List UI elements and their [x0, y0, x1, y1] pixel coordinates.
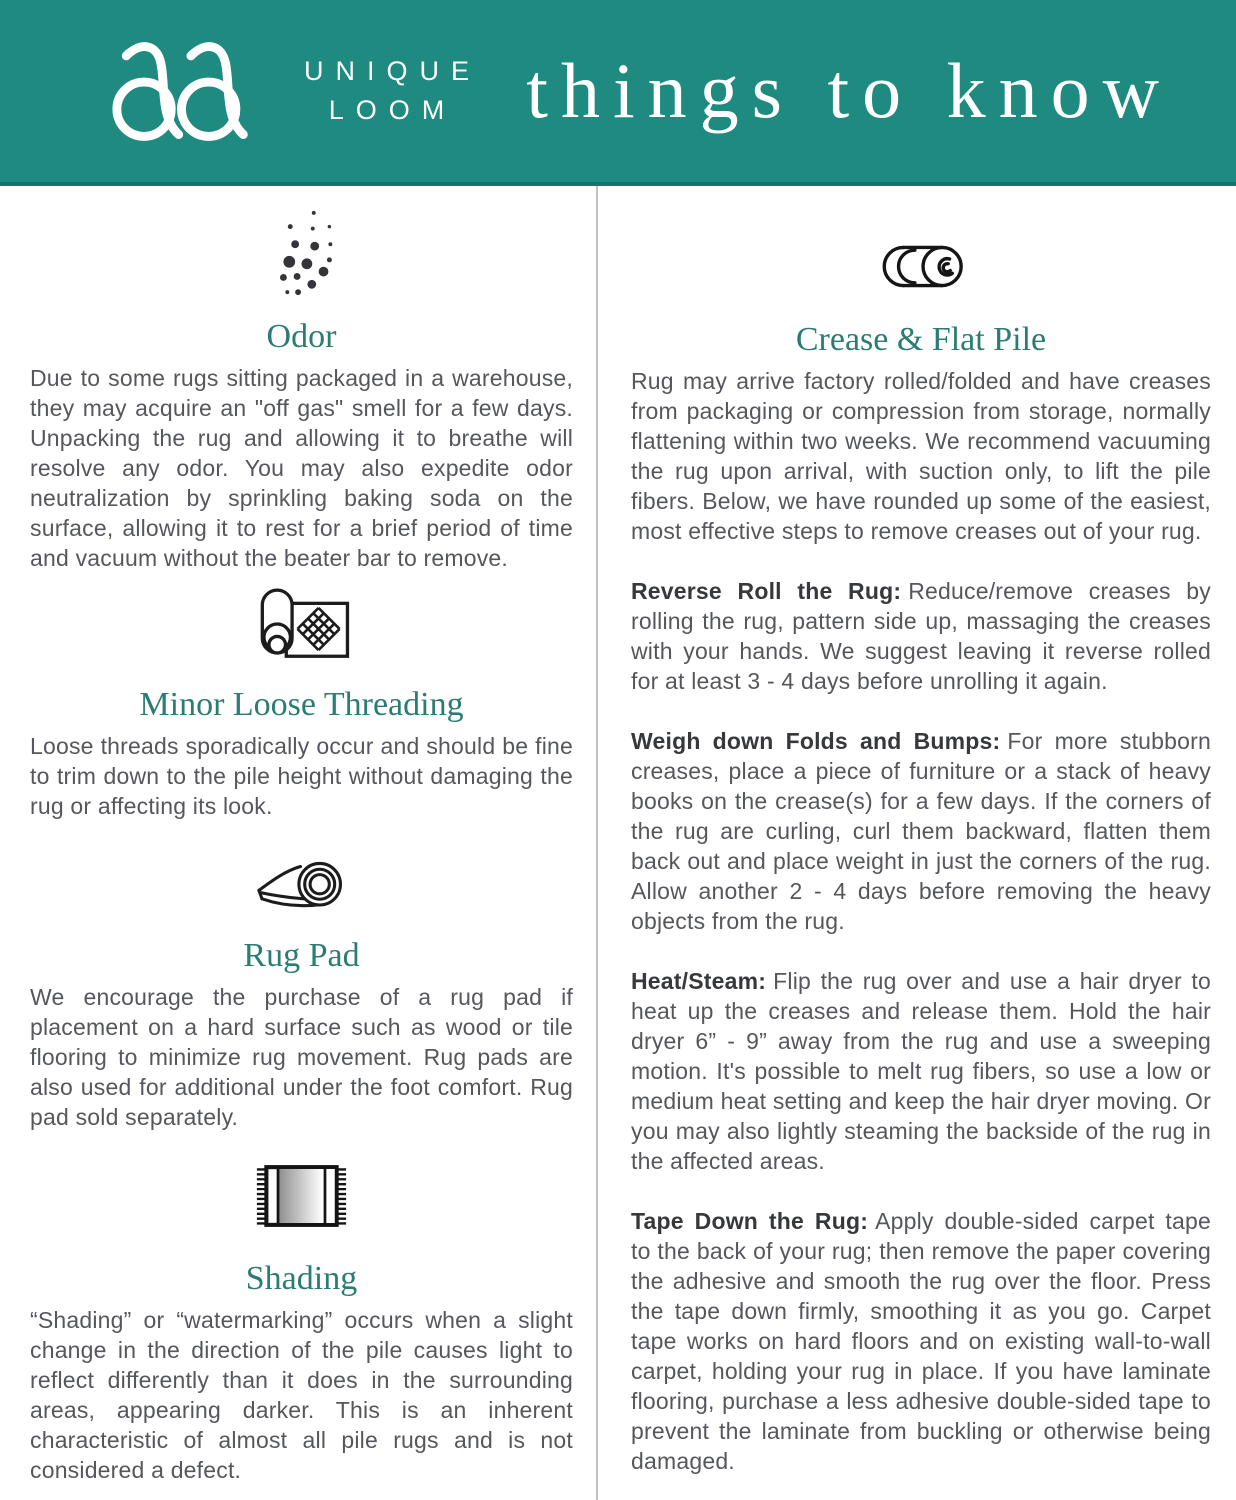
left-column	[30, 186, 573, 1500]
content-area	[0, 186, 1236, 1500]
tip-label: Tape Down the Rug:	[631, 1208, 869, 1234]
section-odor	[30, 208, 573, 573]
header-banner	[0, 0, 1236, 186]
section-body-rug-pad: We encourage the purchase of a rug pad if placement on a hard surface such as wood or tile flooring to minimize rug movement. Rug pads are also used for additional under the foot comfort. Rug pad sold separately.	[30, 984, 573, 1130]
section-rug-pad	[30, 855, 573, 1132]
brand-line-2: LOOM	[328, 95, 457, 125]
tip-text: Apply double-sided carpet tape to the back of your rug; then remove the paper covering the adhesive and smooth the rug over the floor. Press the tape down firmly, smoothing it as you go. Carpet tape works on hard floors and on existing wall-to-wall carpet, holding your rug in place. If you have laminate flooring, purchase a less adhesive double-sided tape to prevent the laminate from buckling or otherwise being damaged.	[631, 1208, 1212, 1474]
tip-text: For more stubborn creases, place a piece of furniture or a stack of heavy books on the crease(s) for a few days. If the corners of the rug are curling, curl them backward, flatten them back out and place weight in just the corners of the rug. Allow another 2 - 4 days before removing the heavy objects from the rug.	[631, 728, 1211, 934]
tip-heat-steam	[631, 966, 1211, 1176]
tip-reverse-roll	[631, 576, 1211, 696]
section-intro-crease: Rug may arrive factory rolled/folded and have creases from packaging or compression from storage, normally flattening within two weeks. We recommend vacuuming the rug upon arrival, with suction only, to lift the pile fibers. Below, we have rounded up some of the easiest, most effective steps to remove creases out of your rug.	[631, 368, 1211, 544]
tip-text: Flip the rug over and use a hair dryer to heat up the creases and release them. Hold the hair dryer 6” - 9” away from the rug and use a sweeping motion. It's possible to melt rug fibers, so use a low or medium heat setting and keep the hair dryer moving. Or you may also lightly steaming the backside of the rug in the affected areas.	[631, 968, 1211, 1174]
shaded-rug-icon	[242, 1160, 361, 1232]
brand-wordmark	[304, 52, 481, 130]
tip-label: Weigh down Folds and Bumps:	[631, 728, 1001, 754]
unique-loom-loops-icon	[100, 37, 278, 145]
section-heading-shading: Shading	[245, 1260, 358, 1297]
tip-text: Reduce/remove creases by rolling the rug, pattern side up, massaging the creases with your hands. We suggest leaving it reverse rolled for at least 3 - 4 days before unrolling it again.	[631, 578, 1211, 694]
section-body-odor: Due to some rugs sitting packaged in a warehouse, they may acquire an "off gas" smell for a few days. Unpacking the rug and allowing it to breathe will resolve any odor. You may also expedite odor neutralization by sprinkling baking soda on the surface, allowing it to rest for a brief period of time and vacuum without the beater bar to remove.	[30, 365, 573, 571]
right-column	[631, 186, 1211, 1500]
section-shading	[30, 1160, 573, 1485]
unrolling-rug-icon	[240, 585, 364, 668]
section-heading-crease: Crease & Flat Pile	[795, 321, 1047, 358]
section-heading-odor: Odor	[266, 318, 337, 355]
section-crease-flat-pile	[631, 242, 1211, 1476]
odor-particles-icon	[267, 208, 337, 298]
tip-tape-down	[631, 1206, 1211, 1476]
section-icon-wrap	[30, 585, 573, 673]
section-icon-wrap	[631, 242, 1211, 296]
brand-logo	[100, 37, 481, 145]
tip-weigh-down	[631, 726, 1211, 936]
section-loose-threading	[30, 585, 573, 821]
tip-label: Heat/Steam:	[631, 968, 767, 994]
section-icon-wrap	[30, 1160, 573, 1237]
section-heading-loose-threading: Minor Loose Threading	[139, 686, 464, 723]
rug-pad-roll-icon	[252, 855, 352, 915]
column-divider	[596, 186, 598, 1500]
section-heading-rug-pad: Rug Pad	[243, 937, 360, 974]
section-body-shading: “Shading” or “watermarking” occurs when a slight change in the direction of the pile causes light to reflect differently than it does in the surrounding areas, appearing darker. This is an inherent characteristic of almost all pile rugs and is not considered a defect.	[30, 1307, 573, 1483]
section-icon-wrap	[30, 208, 573, 303]
page-title: things to know	[526, 47, 1172, 134]
tip-label: Reverse Roll the Rug:	[631, 578, 902, 604]
rolled-rug-icon	[876, 242, 966, 291]
section-icon-wrap	[30, 855, 573, 920]
section-body-loose-threading: Loose threads sporadically occur and should be fine to trim down to the pile height without damaging the rug or affecting its look.	[30, 733, 573, 819]
brand-line-1: UNIQUE	[304, 55, 482, 86]
